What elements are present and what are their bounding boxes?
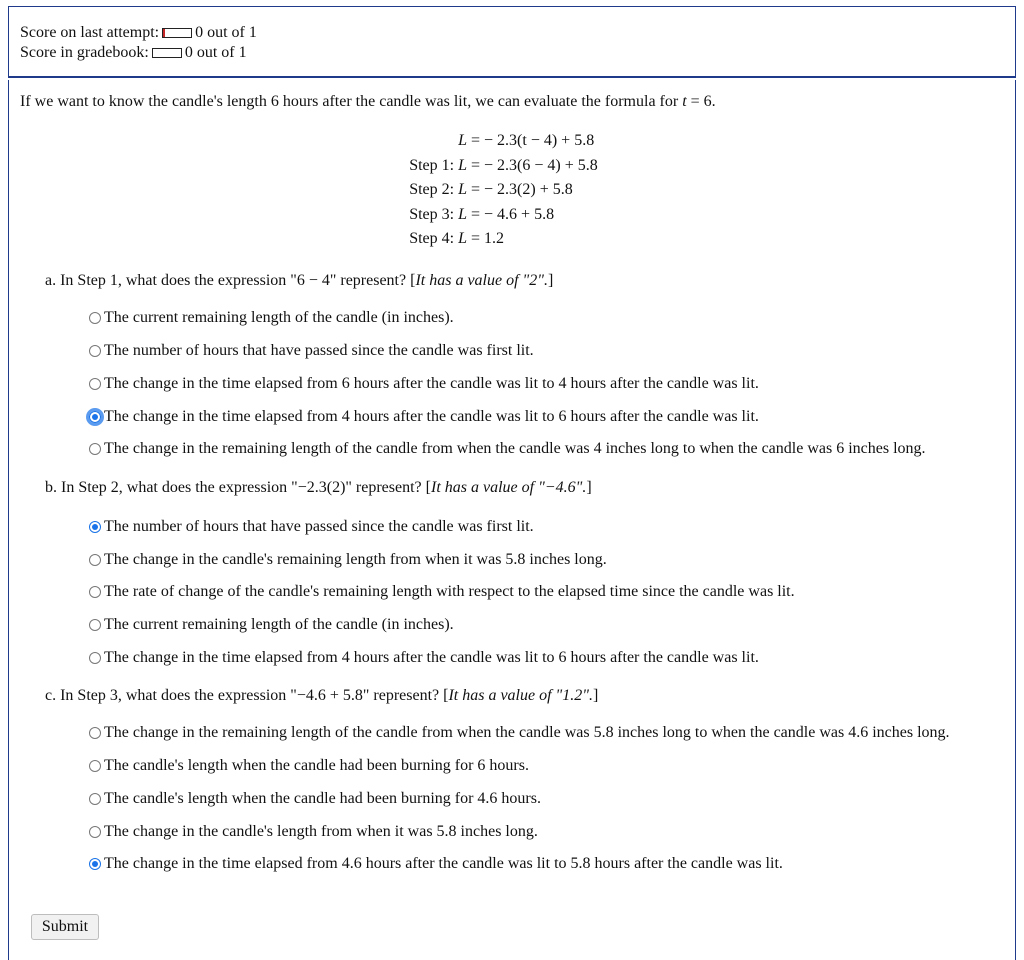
score-panel <box>8 6 1016 78</box>
equation-rhs: = − 4.6 + 5.8 <box>471 206 555 223</box>
question-a-option[interactable] <box>89 407 759 427</box>
option-label[interactable]: The change in the time elapsed from 4 hours after the candle was lit to 6 hours after the candle was lit. <box>104 649 759 666</box>
radio-button[interactable] <box>89 619 101 631</box>
radio-button[interactable] <box>89 858 101 870</box>
equation-lhs <box>458 132 467 150</box>
question-b-option[interactable] <box>89 648 759 668</box>
question-c-option[interactable] <box>89 854 783 874</box>
equation-lhs <box>409 181 467 199</box>
radio-button[interactable] <box>89 727 101 739</box>
option-label[interactable]: The change in the time elapsed from 6 hours after the candle was lit to 4 hours after the candle was lit. <box>104 375 759 392</box>
problem-intro <box>20 92 716 112</box>
equation-lhs-label: Step 2: <box>409 181 459 198</box>
score-last-attempt-value: 0 out of 1 <box>195 24 257 41</box>
score-gradebook <box>20 43 247 63</box>
radio-button[interactable] <box>89 312 101 324</box>
question-b-option[interactable] <box>89 517 534 537</box>
question-c-option[interactable] <box>89 723 950 743</box>
question-c-option[interactable] <box>89 822 538 842</box>
option-label[interactable]: The number of hours that have passed since the candle was first lit. <box>104 518 534 535</box>
radio-button[interactable] <box>89 521 101 533</box>
equation-row <box>397 181 467 201</box>
radio-button[interactable] <box>89 443 101 455</box>
radio-button[interactable] <box>89 554 101 566</box>
question-prompt-text: a. In Step 1, what does the expression "6 − 4" represent? [ <box>45 272 416 289</box>
option-label[interactable]: The change in the time elapsed from 4.6 hours after the candle was lit to 5.8 hours after the candle was lit. <box>104 855 783 872</box>
option-label[interactable]: The number of hours that have passed since the candle was first lit. <box>104 342 534 359</box>
question-prompt-text: b. In Step 2, what does the expression "−2.3(2)" represent? [ <box>45 479 431 496</box>
question-hint: It has a value of "1.2". <box>448 687 593 704</box>
submit-button[interactable]: Submit <box>31 914 99 940</box>
radio-button[interactable] <box>89 826 101 838</box>
intro-text-before: If we want to know the candle's length 6 hours after the candle was lit, we can evaluate the formula for <box>20 93 683 110</box>
radio-button[interactable] <box>89 411 101 423</box>
score-last-attempt <box>20 23 257 43</box>
score-gradebook-fill <box>153 49 155 57</box>
score-gradebook-label: Score in gradebook: <box>20 44 149 61</box>
equation-lhs-var: L <box>458 132 467 149</box>
radio-button[interactable] <box>89 793 101 805</box>
question-hint: It has a value of "2". <box>415 272 548 289</box>
question-b-prompt <box>45 478 592 498</box>
radio-button[interactable] <box>89 586 101 598</box>
question-hint: It has a value of "−4.6". <box>430 479 587 496</box>
question-prompt-text: c. In Step 3, what does the expression "−4.6 + 5.8" represent? [ <box>45 687 449 704</box>
option-label[interactable]: The rate of change of the candle's remaining length with respect to the elapsed time since the candle was lit. <box>104 583 795 600</box>
option-label[interactable]: The change in the time elapsed from 4 hours after the candle was lit to 6 hours after the candle was lit. <box>104 408 759 425</box>
equation-lhs-var: L <box>458 157 467 174</box>
question-panel <box>8 80 1016 960</box>
equation-lhs-var: L <box>458 206 467 223</box>
option-label[interactable]: The current remaining length of the candle (in inches). <box>104 616 454 633</box>
question-prompt-close: ] <box>586 479 592 496</box>
radio-button[interactable] <box>89 652 101 664</box>
option-label[interactable]: The change in the candle's remaining length from when it was 5.8 inches long. <box>104 551 607 568</box>
question-prompt-close: ] <box>547 272 554 289</box>
question-c-prompt <box>45 686 598 706</box>
score-gradebook-meter <box>152 48 182 58</box>
option-label[interactable]: The change in the remaining length of the candle from when the candle was 4 inches long to when the candle was 6 inches long. <box>104 440 926 457</box>
equation-lhs <box>409 157 467 175</box>
question-a-option[interactable] <box>89 341 534 361</box>
equation-lhs-var: L <box>458 230 467 247</box>
option-label[interactable]: The candle's length when the candle had been burning for 6 hours. <box>104 757 529 774</box>
score-gradebook-value: 0 out of 1 <box>184 44 247 61</box>
intro-text-after: = 6. <box>686 93 716 110</box>
equation-lhs <box>409 206 467 224</box>
equation-rhs: = − 2.3(2) + 5.8 <box>471 181 573 198</box>
question-b-option[interactable] <box>89 550 607 570</box>
question-b-option[interactable] <box>89 582 795 602</box>
question-c-option[interactable] <box>89 756 529 776</box>
question-prompt-close: ] <box>592 687 599 704</box>
score-last-attempt-meter <box>162 28 192 38</box>
intro-variable: t <box>682 93 687 110</box>
score-last-attempt-fill <box>163 29 165 37</box>
question-a-prompt <box>45 271 553 291</box>
question-a-option[interactable] <box>89 439 926 459</box>
equation-lhs-label: Step 1: <box>409 157 459 174</box>
equation-lhs-label: Step 4: <box>409 230 459 247</box>
equation-row <box>397 206 467 226</box>
radio-button[interactable] <box>89 345 101 357</box>
equation-lhs <box>409 230 467 248</box>
equation-lhs-label: Step 3: <box>409 206 459 223</box>
equation-row <box>397 132 467 152</box>
option-label[interactable]: The change in the remaining length of the candle from when the candle was 5.8 inches long to when the candle was 4.6 inches long. <box>104 724 950 741</box>
question-b-option[interactable] <box>89 615 454 635</box>
question-c-option[interactable] <box>89 789 541 809</box>
option-label[interactable]: The current remaining length of the candle (in inches). <box>104 309 454 326</box>
radio-button[interactable] <box>89 378 101 390</box>
equation-rhs: = − 2.3(t − 4) + 5.8 <box>471 132 595 149</box>
equation-lhs-var: L <box>458 181 467 198</box>
radio-button[interactable] <box>89 760 101 772</box>
equation-row <box>397 157 467 177</box>
score-last-attempt-label: Score on last attempt: <box>20 24 160 41</box>
equation-row <box>397 230 467 250</box>
equation-rhs: = − 2.3(6 − 4) + 5.8 <box>471 157 598 174</box>
equation-rhs: = 1.2 <box>471 230 505 247</box>
option-label[interactable]: The candle's length when the candle had been burning for 4.6 hours. <box>104 790 541 807</box>
option-label[interactable]: The change in the candle's length from when it was 5.8 inches long. <box>104 823 538 840</box>
question-a-option[interactable] <box>89 308 454 328</box>
question-a-option[interactable] <box>89 374 759 394</box>
